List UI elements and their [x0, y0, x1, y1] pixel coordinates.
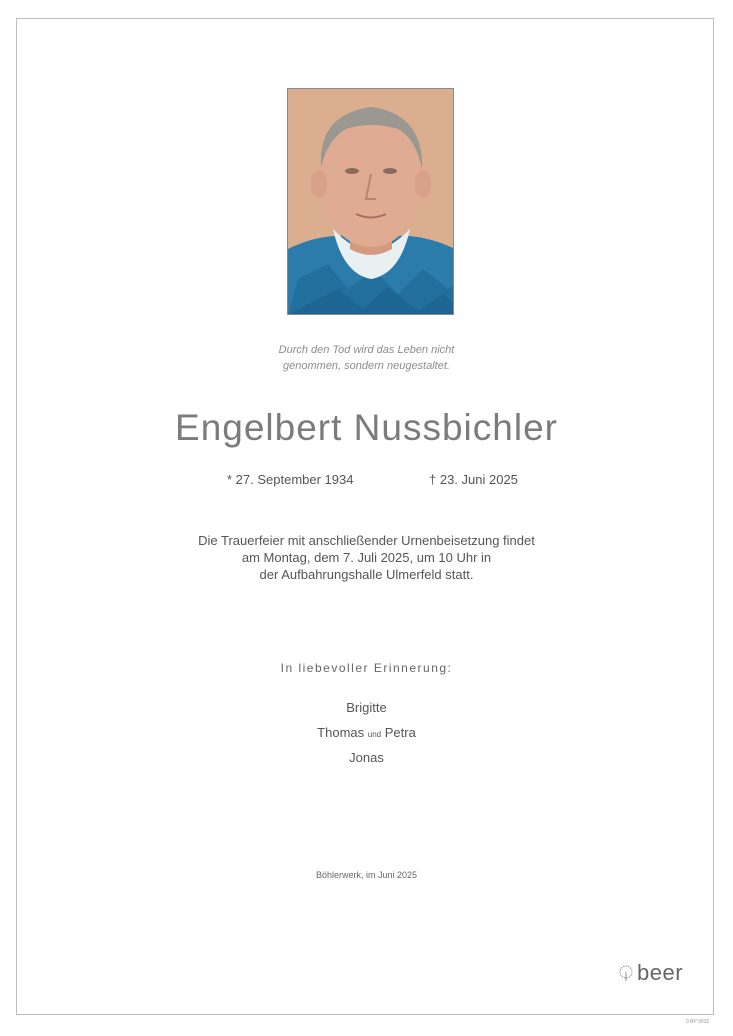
family-connector: und	[367, 730, 382, 739]
form-code: 0 BP 9032	[686, 1019, 710, 1025]
death-date: † 23. Juni 2025	[429, 472, 518, 487]
notice-line-2: am Montag, dem 7. Juli 2025, um 10 Uhr in	[241, 550, 492, 565]
birth-date: * 27. September 1934	[227, 472, 354, 487]
notice-line-3: der Aufbahrungshalle Ulmerfeld statt.	[259, 567, 474, 582]
family-name-3: Jonas	[349, 750, 384, 765]
memory-heading: In liebevoller Erinnerung:	[280, 661, 453, 675]
portrait-photo	[287, 88, 454, 315]
portrait-image	[288, 89, 454, 315]
family-name-1: Brigitte	[346, 700, 387, 715]
family-name-2b: Petra	[384, 725, 416, 740]
funeral-home-logo	[617, 960, 683, 986]
logo-text: beer	[637, 960, 684, 985]
family-name-2a: Thomas	[317, 725, 365, 740]
place-date: Böhlerwerk, im Juni 2025	[315, 870, 418, 880]
family-line-2	[0, 725, 733, 740]
notice-line-1: Die Trauerfeier mit anschließender Urnenbeisetzung findet	[198, 533, 535, 548]
deceased-name: Engelbert Nussbichler	[175, 407, 558, 448]
quote-line-2: genommen, sondern neugestaltet.	[283, 360, 450, 372]
dandelion-icon	[617, 964, 635, 982]
quote-line-1: Durch den Tod wird das Leben nicht	[278, 344, 455, 356]
